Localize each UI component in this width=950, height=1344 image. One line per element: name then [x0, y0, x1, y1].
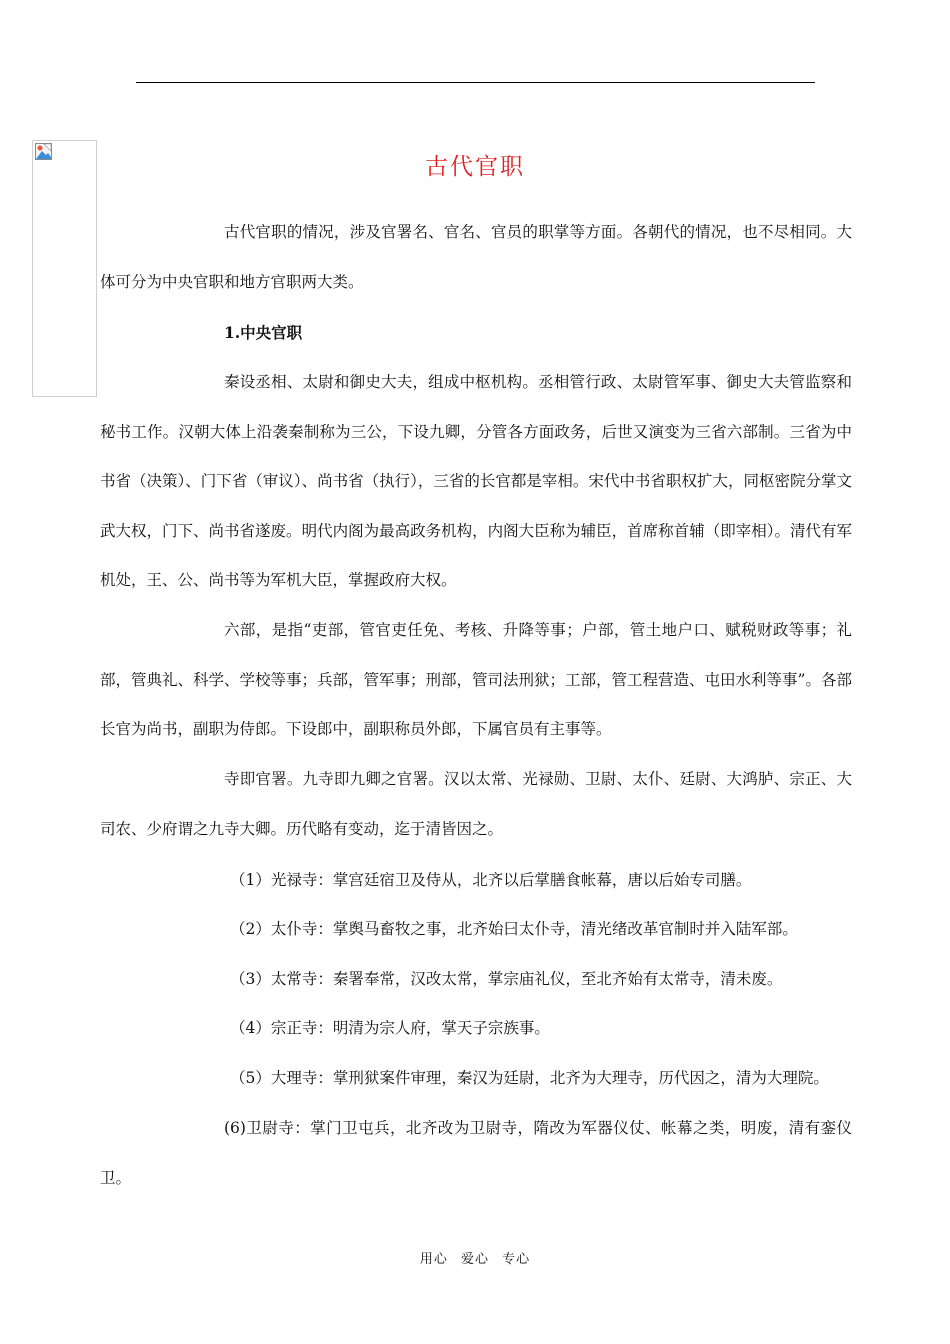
- list-item: (6)卫尉寺：掌门卫屯兵，北齐改为卫尉寺，隋改为军器仪仗、帐幕之类，明废，清有銮仪卫。: [100, 1119, 852, 1187]
- list-item: （5）大理寺：掌刑狱案件审理，秦汉为廷尉，北齐为大理寺，历代因之，清为大理院。: [230, 1069, 829, 1087]
- page-footer: 用心 爱心 专心: [419, 1252, 531, 1267]
- header-rule: [136, 82, 815, 83]
- document-title: 古代官职: [425, 154, 525, 180]
- list-item: （4）宗正寺：明清为宗人府，掌天子宗族事。: [230, 1019, 550, 1037]
- nine-courts-paragraph: 寺即官署。九寺即九卿之官署。汉以太常、光禄勋、卫尉、太仆、廷尉、大鸿胪、宗正、大司农、少府谓之九寺大卿。历代略有变动，迄于清皆因之。: [100, 770, 852, 838]
- six-ministries-paragraph: 六部，是指“吏部，管官吏任免、考核、升降等事；户部，管土地户口、赋税财政等事；礼部，管典礼、科学、学校等事；兵部，管军事；刑部，管司法刑狱；工部，管工程营造、屯田水利等事”。各部长官为尚书，副职为侍郎。下设郎中，副职称员外郎，下属官员有主事等。: [100, 621, 852, 739]
- list-item: （2）太仆寺：掌舆马畜牧之事，北齐始曰太仆寺，清光绪改革官制时并入陆军部。: [230, 920, 798, 938]
- list-item: （1）光禄寺：掌宫廷宿卫及侍从，北齐以后掌膳食帐幕，唐以后始专司膳。: [230, 871, 752, 889]
- central-officials-paragraph: 秦设丞相、太尉和御史大夫，组成中枢机构。丞相管行政、太尉管军事、御史大夫管监察和秘书工作。汉朝大体上沿袭秦制称为三公，下设九卿，分管各方面政务，后世又演变为三省六部制。三省为中书省（决策）、门下省（审议）、尚书省（执行），三省的长官都是宰相。宋代中书省职权扩大，同枢密院分掌文武大权，门下、尚书省遂废。明代内阁为最高政务机构，内阁大臣称为辅臣，首席称首辅（即宰相）。清代有军机处，王、公、尚书等为军机大臣，掌握政府大权。: [100, 373, 852, 590]
- intro-paragraph: 古代官职的情况，涉及官署名、官名、官员的职掌等方面。各朝代的情况，也不尽相同。大体可分为中央官职和地方官职两大类。: [100, 223, 852, 291]
- list-item: （3）太常寺：秦署奉常，汉改太常，掌宗庙礼仪，至北齐始有太常寺，清未废。: [230, 970, 783, 988]
- section-heading: 1.中央官职: [224, 323, 303, 342]
